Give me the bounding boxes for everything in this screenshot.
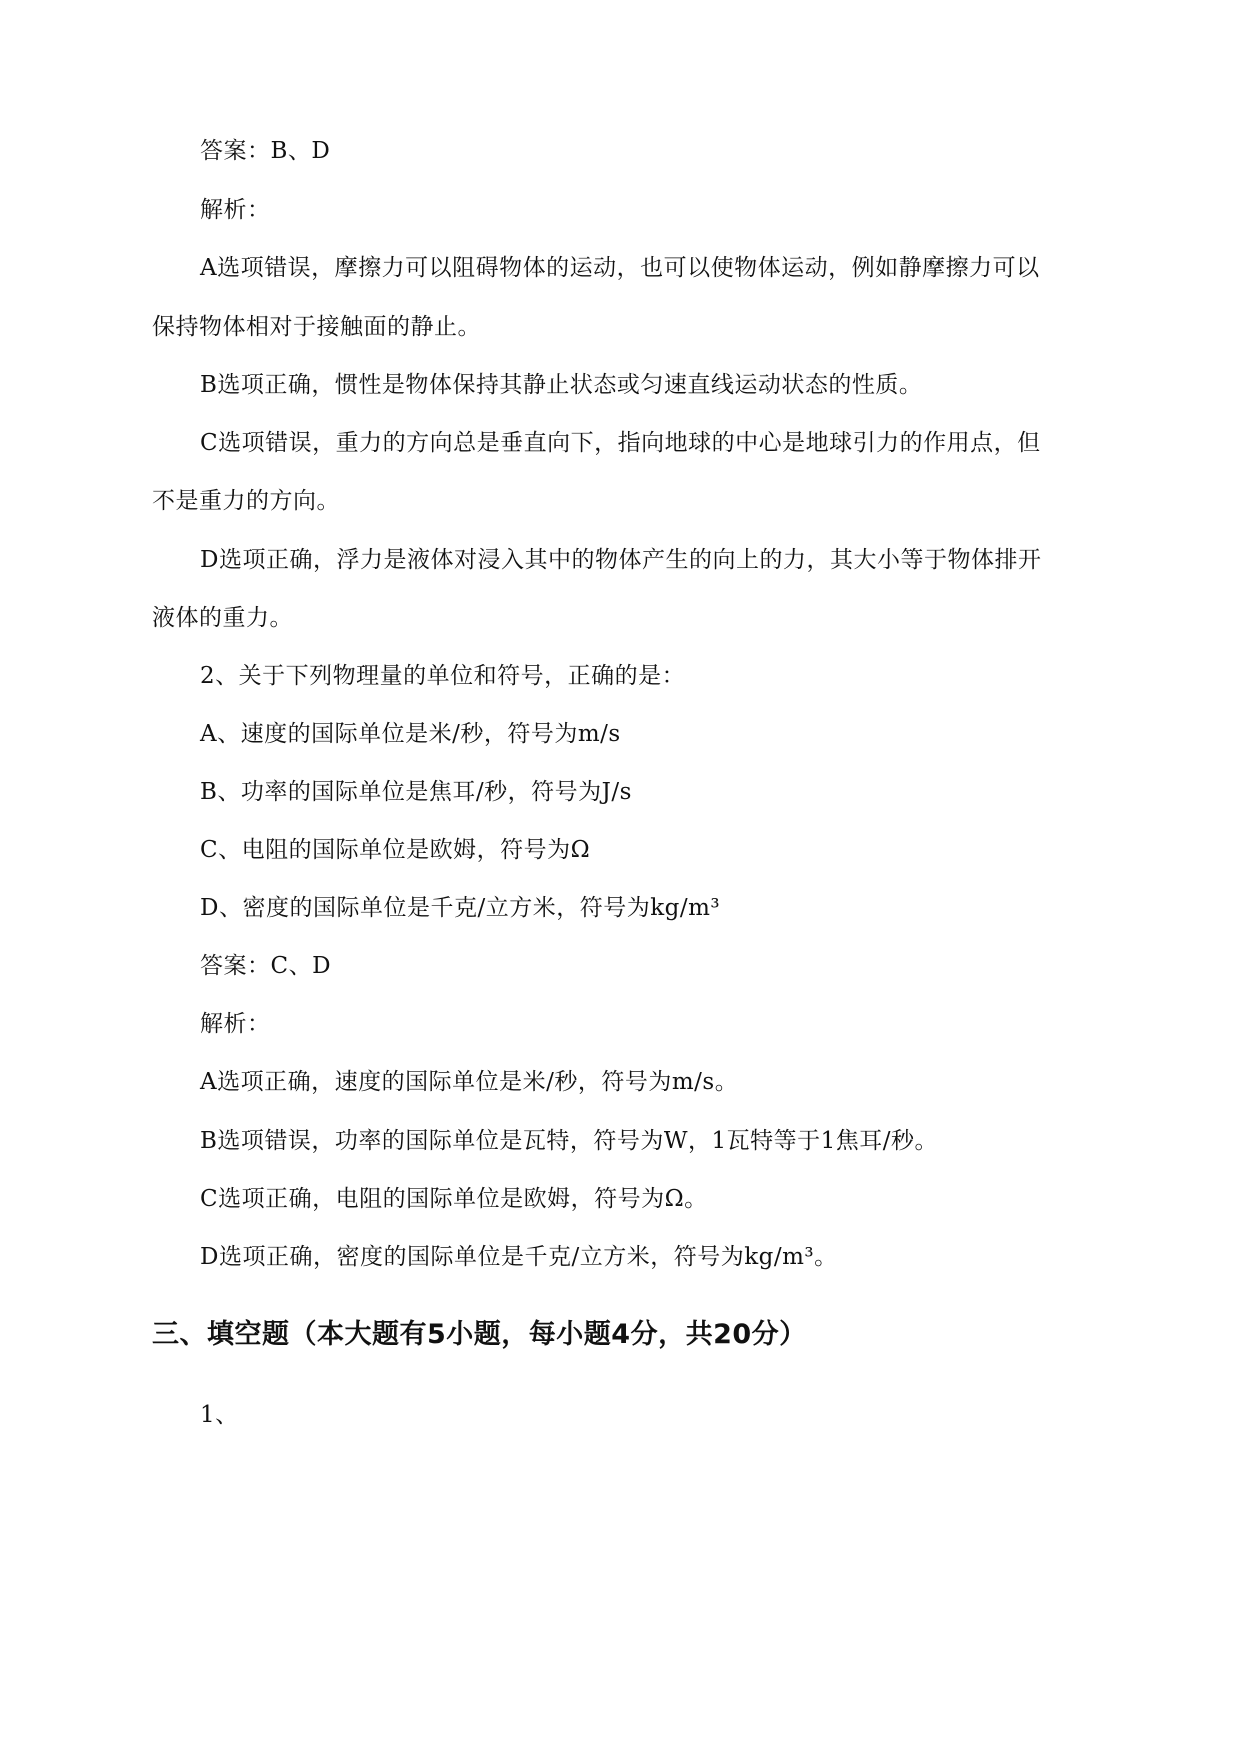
fill-blank-q1-label: 1、	[200, 1402, 239, 1428]
q2-analysis-c: C选项正确，电阻的国际单位是欧姆，符号为Ω。	[200, 1186, 708, 1212]
q1-analysis-label: 解析：	[200, 197, 271, 223]
q1-analysis-c-line2: 不是重力的方向。	[152, 488, 340, 514]
q2-option-b: B、功率的国际单位是焦耳/秒，符号为J/s	[200, 779, 632, 805]
q1-analysis-d-line1: D选项正确，浮力是液体对浸入其中的物体产生的向上的力，其大小等于物体排开	[200, 547, 1042, 573]
q2-answer: 答案：C、D	[200, 953, 332, 979]
q2-analysis-d: D选项正确，密度的国际单位是千克/立方米，符号为kg/m³。	[200, 1244, 838, 1270]
q2-analysis-label: 解析：	[200, 1011, 271, 1037]
q1-analysis-c-line1: C选项错误，重力的方向总是垂直向下，指向地球的中心是地球引力的作用点，但	[200, 430, 1041, 456]
section-heading: 三、填空题（本大题有5小题，每小题4分，共20分）	[152, 1319, 807, 1350]
q2-option-a: A、速度的国际单位是米/秒，符号为m/s	[200, 721, 621, 747]
q1-analysis-a-line2: 保持物体相对于接触面的静止。	[152, 314, 481, 340]
q2-analysis-b: B选项错误，功率的国际单位是瓦特，符号为W，1瓦特等于1焦耳/秒。	[200, 1128, 939, 1154]
q2-stem: 2、关于下列物理量的单位和符号，正确的是：	[200, 663, 686, 689]
q1-analysis-d-line2: 液体的重力。	[152, 605, 293, 631]
q2-option-d: D、密度的国际单位是千克/立方米，符号为kg/m³	[200, 895, 721, 921]
q1-analysis-a-line1: A选项错误，摩擦力可以阻碍物体的运动，也可以使物体运动，例如静摩擦力可以	[200, 255, 1040, 281]
q1-answer: 答案：B、D	[200, 138, 331, 164]
q1-analysis-b: B选项正确，惯性是物体保持其静止状态或匀速直线运动状态的性质。	[200, 372, 923, 398]
q2-analysis-a: A选项正确，速度的国际单位是米/秒，符号为m/s。	[200, 1069, 739, 1095]
q2-option-c: C、电阻的国际单位是欧姆，符号为Ω	[200, 837, 591, 863]
